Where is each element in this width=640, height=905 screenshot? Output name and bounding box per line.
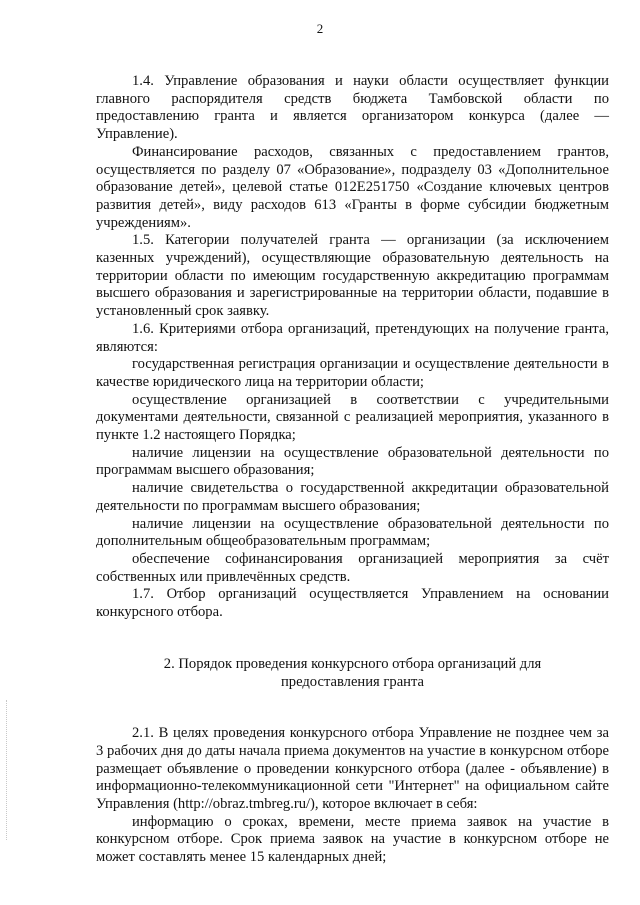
paragraph-1-4: 1.4. Управление образования и науки области осуществляет функции главного распорядителя средств бюджета Тамбовской области по предоставлению гранта и является организатором конкурса (далее — Управление). [96,73,609,143]
document-body [96,73,609,867]
criterion-activity: осуществление организацией в соответствии с учредительными документами деятельности, связанной с реализацией мероприятия, указанного в пункте 1.2 настоящего Порядка; [96,391,609,444]
criterion-cofinancing: обеспечение софинансирования организацией мероприятия за счёт собственных или привлечённых средств. [96,550,609,585]
paragraph-2-1: 2.1. В целях проведения конкурсного отбора Управление не позднее чем за 3 рабочих дня до даты начала приема документов на участие в конкурсном отборе размещает объявление о проведении конкурсного отбора (далее - объявление) в информационно-телекоммуникационной сети "Интернет" на официальном сайте Управления (http://obraz.tmbreg.ru/), которое включает в себя: [96,725,609,813]
section-2-heading: 2. Порядок проведения конкурсного отбора организаций для предоставления гранта [163,655,542,690]
margin-scan-mark [6,700,10,840]
criterion-license-additional: наличие лицензии на осуществление образовательной деятельности по дополнительным общеобразовательным программам; [96,515,609,550]
paragraph-terms: информацию о сроках, времени, месте приема заявок на участие в конкурсном отборе. Срок приема заявок на участие в конкурсном отборе не может составлять менее 15 календарных дней; [96,813,609,866]
paragraph-1-7: 1.7. Отбор организаций осуществляется Управлением на основании конкурсного отбора. [96,586,609,621]
criterion-accreditation: наличие свидетельства о государственной аккредитации образовательной деятельности по программам высшего образования; [96,480,609,514]
paragraph-1-5: 1.5. Категории получателей гранта — организации (за исключением казенных учреждений), осуществляющие образовательную деятельность на территории области по имеющим государственную аккредитацию программам высшего образования и зарегистрированные на территории области, подавшие в установленный срок заявку. [96,232,609,320]
paragraph-financing: Финансирование расходов, связанных с предоставлением грантов, осуществляется по разделу 07 «Образование», подразделу 03 «Дополнительное образование детей», целевой статье 012E251750 «Создание ключевых центров развития детей», виду расходов 613 «Гранты в форме субсидии бюджетным учреждениям». [96,143,609,231]
paragraph-1-6: 1.6. Критериями отбора организаций, претендующих на получение гранта, являются: [96,320,609,355]
criterion-registration: государственная регистрация организации и осуществление деятельности в качестве юридического лица на территории области; [96,356,609,390]
criterion-license-higher: наличие лицензии на осуществление образовательной деятельности по программам высшего образования; [96,444,609,479]
page-number: 2 [316,21,324,36]
